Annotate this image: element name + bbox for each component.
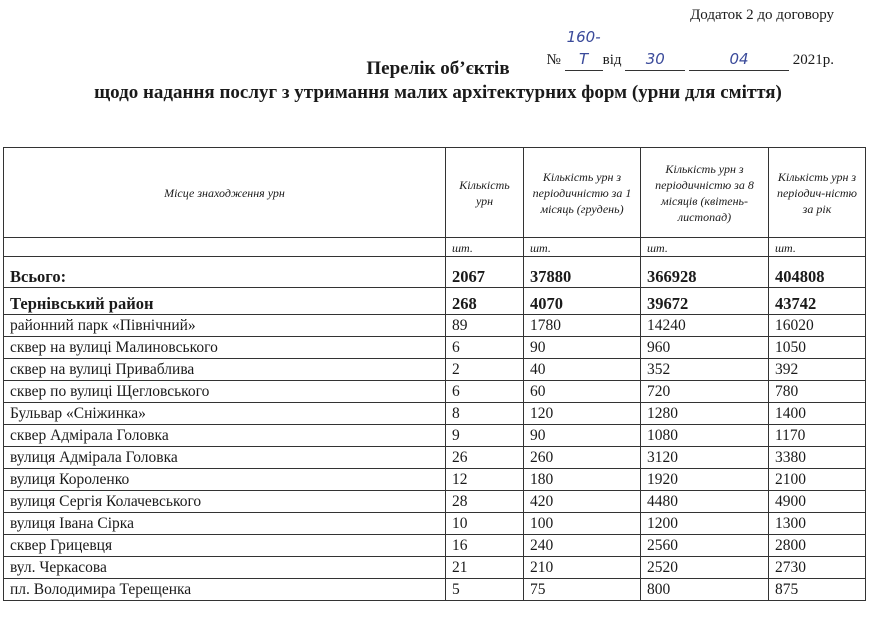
number-prefix: № bbox=[546, 52, 561, 68]
header-year: Кількість урн з періодич-ністю за рік bbox=[769, 148, 866, 238]
year-cell: 875 bbox=[769, 579, 866, 601]
district-count: 268 bbox=[446, 288, 524, 315]
urns-table bbox=[3, 147, 866, 601]
unit-location bbox=[4, 238, 446, 257]
table-row bbox=[4, 579, 866, 601]
location-cell: сквер на вулиці Приваблива bbox=[4, 359, 446, 381]
total-label: Всього: bbox=[4, 257, 446, 288]
total-year: 404808 bbox=[769, 257, 866, 288]
table-row bbox=[4, 337, 866, 359]
total-row bbox=[4, 257, 866, 288]
month8-cell: 352 bbox=[641, 359, 769, 381]
year-cell: 4900 bbox=[769, 491, 866, 513]
count-cell: 6 bbox=[446, 381, 524, 403]
month1-cell: 120 bbox=[524, 403, 641, 425]
year-cell: 1050 bbox=[769, 337, 866, 359]
location-cell: сквер по вулиці Щегловського bbox=[4, 381, 446, 403]
contract-month: 04 bbox=[689, 48, 789, 71]
count-cell: 16 bbox=[446, 535, 524, 557]
location-cell: вул. Черкасова bbox=[4, 557, 446, 579]
location-cell: Бульвар «Сніжинка» bbox=[4, 403, 446, 425]
unit-count: шт. bbox=[446, 238, 524, 257]
header-location: Місце знаходження урн bbox=[4, 148, 446, 238]
unit-month8: шт. bbox=[641, 238, 769, 257]
count-cell: 12 bbox=[446, 469, 524, 491]
count-cell: 2 bbox=[446, 359, 524, 381]
year-cell: 16020 bbox=[769, 315, 866, 337]
month1-cell: 90 bbox=[524, 337, 641, 359]
month8-cell: 720 bbox=[641, 381, 769, 403]
month1-cell: 180 bbox=[524, 469, 641, 491]
district-year: 43742 bbox=[769, 288, 866, 315]
month1-cell: 100 bbox=[524, 513, 641, 535]
year-cell: 2730 bbox=[769, 557, 866, 579]
header-month8: Кількість урн з періодичністю за 8 місяців (квітень-листопад) bbox=[641, 148, 769, 238]
month1-cell: 60 bbox=[524, 381, 641, 403]
month8-cell: 1920 bbox=[641, 469, 769, 491]
table-row bbox=[4, 403, 866, 425]
month1-cell: 75 bbox=[524, 579, 641, 601]
count-cell: 26 bbox=[446, 447, 524, 469]
contract-year: 2021р. bbox=[792, 52, 834, 68]
month1-cell: 1780 bbox=[524, 315, 641, 337]
total-month1: 37880 bbox=[524, 257, 641, 288]
from-label: від bbox=[602, 52, 622, 68]
count-cell: 89 bbox=[446, 315, 524, 337]
units-row bbox=[4, 238, 866, 257]
district-name: Тернівський район bbox=[4, 288, 446, 315]
month1-cell: 40 bbox=[524, 359, 641, 381]
total-month8: 366928 bbox=[641, 257, 769, 288]
table-row bbox=[4, 557, 866, 579]
location-cell: сквер Адмірала Головка bbox=[4, 425, 446, 447]
month1-cell: 210 bbox=[524, 557, 641, 579]
table-row bbox=[4, 315, 866, 337]
year-cell: 780 bbox=[769, 381, 866, 403]
district-month8: 39672 bbox=[641, 288, 769, 315]
month8-cell: 1280 bbox=[641, 403, 769, 425]
month1-cell: 90 bbox=[524, 425, 641, 447]
table-row bbox=[4, 381, 866, 403]
header-count: Кількість урн bbox=[446, 148, 524, 238]
location-cell: вулиця Адмірала Головка bbox=[4, 447, 446, 469]
location-cell: вулиця Сергія Колачевського bbox=[4, 491, 446, 513]
location-cell: сквер на вулиці Малиновського bbox=[4, 337, 446, 359]
month8-cell: 4480 bbox=[641, 491, 769, 513]
document-subtitle: щодо надання послуг з утримання малих архітектурних форм (урни для сміття) bbox=[94, 82, 782, 103]
month8-cell: 960 bbox=[641, 337, 769, 359]
table-row bbox=[4, 535, 866, 557]
month8-cell: 14240 bbox=[641, 315, 769, 337]
location-cell: вулиця Івана Сірка bbox=[4, 513, 446, 535]
location-cell: вулиця Короленко bbox=[4, 469, 446, 491]
table-row bbox=[4, 447, 866, 469]
total-count: 2067 bbox=[446, 257, 524, 288]
table-row bbox=[4, 469, 866, 491]
count-cell: 28 bbox=[446, 491, 524, 513]
count-cell: 9 bbox=[446, 425, 524, 447]
count-cell: 8 bbox=[446, 403, 524, 425]
month1-cell: 240 bbox=[524, 535, 641, 557]
year-cell: 1170 bbox=[769, 425, 866, 447]
location-cell: районний парк «Північний» bbox=[4, 315, 446, 337]
table-row bbox=[4, 491, 866, 513]
contract-day: 30 bbox=[625, 48, 685, 71]
month8-cell: 2520 bbox=[641, 557, 769, 579]
month8-cell: 1080 bbox=[641, 425, 769, 447]
district-month1: 4070 bbox=[524, 288, 641, 315]
count-cell: 6 bbox=[446, 337, 524, 359]
unit-year: шт. bbox=[769, 238, 866, 257]
year-cell: 1400 bbox=[769, 403, 866, 425]
count-cell: 10 bbox=[446, 513, 524, 535]
header-row bbox=[4, 148, 866, 238]
district-row bbox=[4, 288, 866, 315]
count-cell: 5 bbox=[446, 579, 524, 601]
table-row bbox=[4, 425, 866, 447]
location-cell: пл. Володимира Терещенка bbox=[4, 579, 446, 601]
month8-cell: 2560 bbox=[641, 535, 769, 557]
year-cell: 392 bbox=[769, 359, 866, 381]
month8-cell: 800 bbox=[641, 579, 769, 601]
month1-cell: 420 bbox=[524, 491, 641, 513]
contract-number: 160-Т bbox=[565, 26, 603, 71]
year-cell: 2100 bbox=[769, 469, 866, 491]
month8-cell: 3120 bbox=[641, 447, 769, 469]
document-title: Перелік об’єктів bbox=[366, 58, 510, 79]
year-cell: 3380 bbox=[769, 447, 866, 469]
header-month1: Кількість урн з періодичністю за 1 місяць (грудень) bbox=[524, 148, 641, 238]
unit-month1: шт. bbox=[524, 238, 641, 257]
location-cell: сквер Грицевця bbox=[4, 535, 446, 557]
month1-cell: 260 bbox=[524, 447, 641, 469]
month8-cell: 1200 bbox=[641, 513, 769, 535]
table-row bbox=[4, 359, 866, 381]
year-cell: 2800 bbox=[769, 535, 866, 557]
count-cell: 21 bbox=[446, 557, 524, 579]
table-row bbox=[4, 513, 866, 535]
year-cell: 1300 bbox=[769, 513, 866, 535]
appendix-line: Додаток 2 до договору bbox=[690, 7, 834, 23]
